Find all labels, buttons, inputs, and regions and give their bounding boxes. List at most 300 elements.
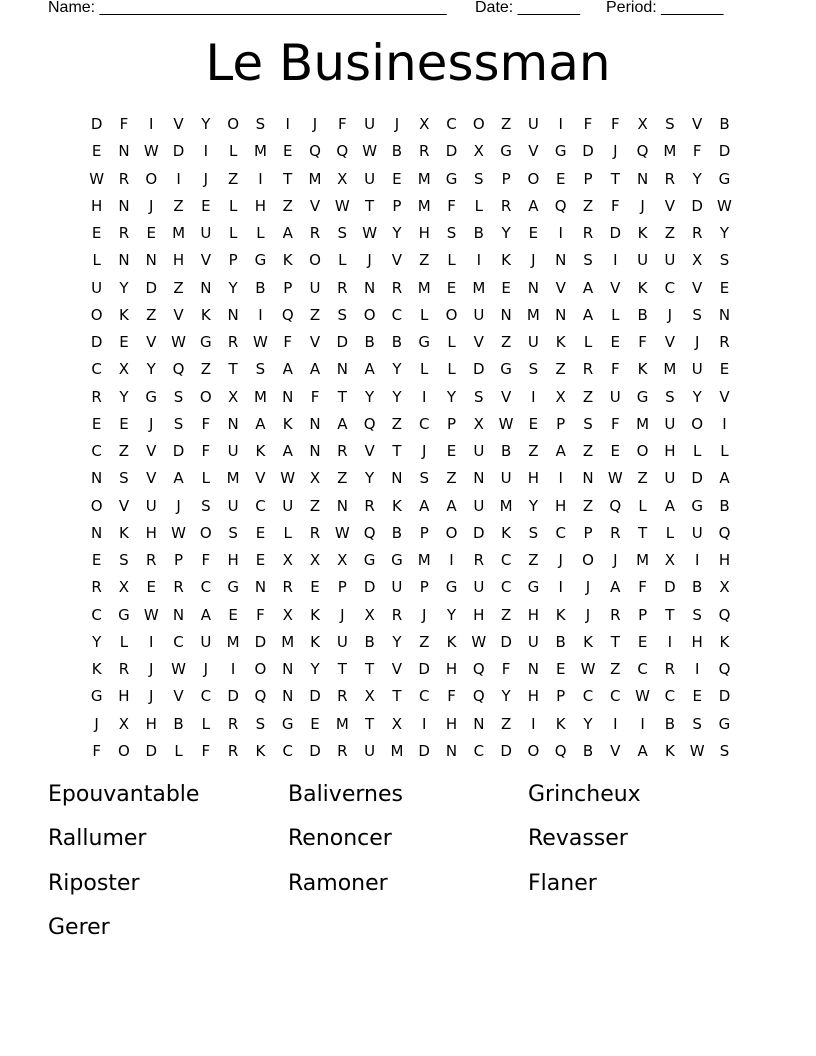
grid-letter: C <box>664 687 676 706</box>
grid-row <box>83 278 738 305</box>
grid-letter: C <box>637 660 648 678</box>
grid-letter: H <box>527 469 540 488</box>
grid-letter: J <box>149 660 154 678</box>
grid-letter: K <box>91 660 102 678</box>
page-title: Le Businessman <box>205 34 611 92</box>
grid-letter: S <box>719 741 730 760</box>
grid-letter: S <box>228 523 238 542</box>
grid-letter: C <box>664 278 676 297</box>
grid-letter: T <box>665 605 675 624</box>
grid-letter: Z <box>419 251 430 270</box>
grid-letter: R <box>173 578 184 597</box>
grid-letter: N <box>445 741 458 760</box>
grid-letter: N <box>718 305 731 324</box>
grid-letter: M <box>663 142 677 161</box>
grid-row <box>83 741 738 768</box>
grid-letter: U <box>282 496 294 515</box>
grid-letter: X <box>637 115 648 133</box>
grid-letter: G <box>391 551 403 569</box>
grid-letter: D <box>363 578 376 597</box>
grid-letter: H <box>172 251 185 270</box>
grid-letter: U <box>309 278 321 297</box>
grid-letter: X <box>118 714 130 733</box>
grid-letter: E <box>228 605 238 624</box>
grid-letter: V <box>610 278 621 297</box>
grid-letter: D <box>500 741 512 760</box>
grid-letter: Z <box>419 632 430 651</box>
grid-letter: X <box>118 360 130 379</box>
grid-letter: U <box>527 333 539 351</box>
grid-letter: B <box>391 142 403 161</box>
grid-letter: V <box>391 251 403 270</box>
grid-letter: F <box>92 741 101 760</box>
grid-letter: W <box>143 605 159 624</box>
grid-letter: N <box>282 387 294 406</box>
grid-letter: M <box>636 551 650 569</box>
grid-letter: S <box>474 387 484 406</box>
grid-letter: W <box>362 224 378 242</box>
grid-letter: N <box>473 469 485 488</box>
grid-letter: D <box>445 142 458 161</box>
grid-letter: U <box>145 496 157 515</box>
grid-letter: L <box>638 496 647 515</box>
grid-letter: K <box>200 305 211 324</box>
grid-letter: N <box>118 142 130 161</box>
grid-letter: V <box>309 333 321 351</box>
grid-letter: V <box>173 115 184 133</box>
grid-letter: D <box>664 578 676 597</box>
grid-letter: W <box>171 333 186 351</box>
grid-row <box>83 550 738 577</box>
grid-letter: X <box>364 605 375 624</box>
grid-letter: P <box>392 196 402 215</box>
grid-letter: J <box>613 551 618 569</box>
grid-letter: Z <box>528 551 539 569</box>
grid-letter: F <box>310 387 320 406</box>
grid-letter: K <box>446 632 457 651</box>
grid-letter: N <box>282 660 294 678</box>
grid-letter: J <box>340 605 345 624</box>
grid-letter: N <box>473 714 485 733</box>
grid-letter: M <box>226 632 240 651</box>
grid-row <box>83 250 738 277</box>
grid-letter: V <box>391 660 403 678</box>
grid-letter: V <box>500 387 512 406</box>
grid-letter: H <box>91 196 103 215</box>
grid-letter: E <box>719 278 730 297</box>
grid-letter: S <box>255 360 266 379</box>
grid-letter: U <box>91 278 103 297</box>
grid-letter: W <box>362 142 378 161</box>
grid-letter: P <box>228 251 238 270</box>
grid-letter: R <box>500 196 512 215</box>
grid-letter: F <box>501 660 511 678</box>
grid-letter: S <box>665 387 675 406</box>
grid-letter: N <box>254 578 267 597</box>
grid-letter: V <box>146 333 157 351</box>
grid-letter: O <box>363 305 376 324</box>
grid-letter: L <box>256 224 265 242</box>
grid-letter: T <box>392 442 402 460</box>
grid-letter: P <box>638 605 648 624</box>
grid-letter: C <box>173 632 184 651</box>
grid-letter: Y <box>719 224 730 242</box>
grid-letter: O <box>118 741 130 760</box>
word-list-item: Epouvantable <box>48 782 200 807</box>
grid-letter: L <box>611 305 620 324</box>
grid-letter: Z <box>337 469 348 488</box>
grid-letter: K <box>637 224 648 242</box>
grid-letter: S <box>692 714 702 733</box>
grid-letter: M <box>636 414 650 433</box>
grid-letter: U <box>227 496 239 515</box>
grid-letter: N <box>527 278 540 297</box>
grid-letter: N <box>309 442 321 460</box>
date-field-label: Date: _______ <box>475 0 580 16</box>
grid-letter: G <box>363 551 376 569</box>
grid-letter: H <box>145 714 157 733</box>
grid-letter: F <box>638 333 647 351</box>
grid-letter: X <box>118 578 130 597</box>
grid-letter: C <box>91 605 102 624</box>
grid-letter: A <box>173 469 184 488</box>
grid-letter: G <box>227 578 239 597</box>
grid-letter: D <box>172 142 185 161</box>
grid-letter: I <box>640 714 645 733</box>
grid-letter: E <box>528 224 539 242</box>
grid-letter: A <box>282 224 293 242</box>
grid-letter: A <box>528 196 539 215</box>
grid-row <box>83 577 738 604</box>
grid-letter: K <box>255 741 266 760</box>
grid-letter: F <box>201 551 211 569</box>
grid-letter: A <box>610 578 621 597</box>
grid-letter: N <box>172 605 185 624</box>
grid-letter: V <box>173 687 184 706</box>
grid-letter: M <box>417 169 431 188</box>
grid-letter: M <box>172 224 186 242</box>
grid-letter: R <box>337 741 348 760</box>
grid-letter: U <box>336 632 348 651</box>
grid-letter: Q <box>554 196 567 215</box>
grid-letter: N <box>555 305 567 324</box>
period-field-label: Period: _______ <box>606 0 724 16</box>
grid-letter: Z <box>664 224 676 242</box>
grid-letter: T <box>365 196 375 215</box>
grid-row <box>83 632 738 659</box>
grid-letter: X <box>391 714 403 733</box>
grid-letter: I <box>694 551 700 569</box>
grid-letter: O <box>145 169 158 188</box>
grid-letter: U <box>664 469 676 488</box>
grid-letter: G <box>90 687 103 706</box>
grid-letter: V <box>610 741 621 760</box>
grid-letter: Y <box>501 687 511 706</box>
grid-letter: X <box>227 387 239 406</box>
grid-letter: G <box>554 142 567 161</box>
grid-letter: F <box>610 360 620 379</box>
grid-letter: I <box>149 632 154 651</box>
grid-letter: K <box>501 523 512 542</box>
grid-letter: H <box>145 523 157 542</box>
grid-letter: O <box>254 660 267 678</box>
grid-letter: R <box>582 224 594 242</box>
grid-letter: K <box>637 360 648 379</box>
grid-letter: L <box>447 333 456 351</box>
grid-letter: X <box>364 687 375 706</box>
grid-letter: E <box>392 169 402 188</box>
grid-letter: H <box>473 605 485 624</box>
word-list-item: Ramoner <box>288 870 388 896</box>
grid-letter: Q <box>336 142 349 161</box>
grid-letter: S <box>119 469 129 488</box>
grid-letter: U <box>691 523 703 542</box>
grid-letter: H <box>718 551 731 569</box>
grid-letter: E <box>255 551 266 569</box>
grid-letter: M <box>281 632 295 651</box>
grid-letter: Q <box>281 305 294 324</box>
grid-letter: Z <box>309 305 321 324</box>
grid-letter: P <box>283 278 293 297</box>
grid-letter: G <box>636 387 649 406</box>
grid-letter: U <box>664 414 676 433</box>
grid-letter: J <box>203 660 209 678</box>
grid-letter: X <box>473 414 484 433</box>
grid-letter: F <box>583 115 593 133</box>
grid-letter: D <box>309 741 321 760</box>
grid-letter: Q <box>472 660 485 678</box>
grid-letter: T <box>283 169 293 188</box>
grid-letter: M <box>253 142 267 161</box>
grid-letter: E <box>610 333 621 351</box>
grid-letter: T <box>365 714 375 733</box>
grid-letter: R <box>337 442 348 460</box>
grid-letter: Y <box>501 224 511 242</box>
grid-letter: S <box>173 414 184 433</box>
grid-letter: X <box>337 169 348 188</box>
grid-letter: G <box>718 169 731 188</box>
grid-letter: U <box>364 741 376 760</box>
grid-letter: B <box>719 115 730 133</box>
grid-letter: W <box>471 632 487 651</box>
grid-letter: D <box>254 632 267 651</box>
grid-letter: P <box>419 578 429 597</box>
grid-letter: A <box>637 741 648 760</box>
grid-letter: K <box>255 442 266 460</box>
grid-letter: A <box>255 414 266 433</box>
grid-letter: N <box>227 305 239 324</box>
grid-letter: C <box>610 687 621 706</box>
grid-letter: F <box>201 442 211 460</box>
grid-letter: G <box>445 578 458 597</box>
grid-letter: H <box>118 687 130 706</box>
grid-letter: O <box>90 496 103 515</box>
grid-letter: H <box>691 632 703 651</box>
grid-letter: O <box>199 387 212 406</box>
grid-letter: J <box>585 578 591 597</box>
grid-letter: R <box>391 278 403 297</box>
word-list-item: Flaner <box>528 870 597 896</box>
grid-letter: U <box>527 632 539 651</box>
grid-letter: G <box>500 142 512 161</box>
grid-row <box>83 196 738 223</box>
grid-letter: Y <box>692 387 702 406</box>
grid-letter: V <box>719 387 730 406</box>
grid-letter: G <box>281 714 294 733</box>
grid-letter: S <box>201 496 211 515</box>
grid-letter: Y <box>365 469 375 488</box>
grid-letter: P <box>501 169 511 188</box>
grid-letter: Q <box>309 142 321 161</box>
grid-row <box>83 605 738 632</box>
grid-letter: D <box>172 442 185 460</box>
grid-letter: Q <box>363 414 376 433</box>
grid-letter: M <box>499 496 513 515</box>
grid-letter: N <box>118 196 130 215</box>
grid-letter: I <box>558 224 563 242</box>
grid-letter: E <box>310 714 320 733</box>
grid-letter: V <box>364 442 375 460</box>
grid-letter: I <box>149 115 154 133</box>
grid-letter: U <box>527 115 539 133</box>
grid-letter: I <box>531 714 536 733</box>
grid-letter: J <box>149 687 154 706</box>
grid-letter: C <box>391 305 403 324</box>
grid-letter: Z <box>582 496 594 515</box>
grid-letter: A <box>664 496 676 515</box>
grid-letter: M <box>526 305 540 324</box>
grid-letter: G <box>254 251 267 270</box>
grid-letter: S <box>528 523 539 542</box>
grid-letter: F <box>256 605 265 624</box>
grid-letter: S <box>692 605 702 624</box>
grid-letter: X <box>419 115 430 133</box>
word-list-item: Balivernes <box>288 782 403 807</box>
grid-letter: C <box>500 551 512 569</box>
grid-letter: R <box>309 224 321 242</box>
grid-letter: U <box>609 387 621 406</box>
grid-letter: V <box>146 469 157 488</box>
grid-letter: A <box>282 360 293 379</box>
letter-grid <box>83 114 738 768</box>
grid-letter: G <box>445 169 458 188</box>
grid-letter: U <box>473 305 485 324</box>
grid-letter: K <box>555 714 566 733</box>
grid-letter: C <box>91 442 102 460</box>
grid-letter: K <box>310 605 320 624</box>
word-list-item: Revasser <box>528 826 628 852</box>
grid-letter: A <box>582 278 594 297</box>
grid-letter: L <box>338 251 347 270</box>
grid-letter: F <box>692 142 702 161</box>
grid-letter: K <box>583 632 593 651</box>
grid-letter: Z <box>282 196 293 215</box>
grid-letter: B <box>719 496 730 515</box>
grid-letter: A <box>446 496 457 515</box>
grid-letter: S <box>719 251 730 270</box>
grid-letter: K <box>391 496 402 515</box>
grid-letter: C <box>418 687 430 706</box>
grid-letter: Z <box>528 442 539 460</box>
grid-letter: W <box>89 169 105 188</box>
grid-letter: K <box>282 251 293 270</box>
grid-letter: Q <box>718 523 731 542</box>
grid-letter: P <box>174 551 184 569</box>
grid-letter: B <box>173 714 184 733</box>
grid-letter: R <box>719 333 730 351</box>
grid-letter: M <box>390 741 404 760</box>
grid-letter: Y <box>228 278 238 297</box>
grid-letter: R <box>664 660 676 678</box>
grid-letter: P <box>556 687 566 706</box>
grid-letter: T <box>365 660 375 678</box>
grid-letter: B <box>582 741 594 760</box>
grid-letter: Q <box>636 142 649 161</box>
grid-letter: R <box>691 224 703 242</box>
grid-letter: I <box>694 660 700 678</box>
grid-letter: R <box>146 551 157 569</box>
grid-letter: I <box>230 660 236 678</box>
worksheet-header <box>48 0 748 20</box>
grid-letter: S <box>446 224 457 242</box>
grid-letter: D <box>718 142 731 161</box>
grid-letter: Q <box>718 660 731 678</box>
grid-letter: X <box>309 551 321 569</box>
grid-letter: N <box>227 414 239 433</box>
grid-letter: Y <box>446 387 457 406</box>
grid-letter: D <box>691 469 703 488</box>
grid-letter: V <box>309 196 321 215</box>
grid-letter: Z <box>391 414 403 433</box>
grid-letter: R <box>337 278 348 297</box>
grid-letter: L <box>693 442 702 460</box>
grid-letter: E <box>119 333 129 351</box>
grid-letter: Z <box>200 360 211 379</box>
grid-letter: X <box>309 469 321 488</box>
grid-letter: I <box>449 551 454 569</box>
grid-letter: I <box>613 251 618 270</box>
grid-letter: J <box>421 605 427 624</box>
grid-letter: E <box>91 551 102 569</box>
grid-letter: Z <box>582 387 594 406</box>
grid-letter: H <box>254 196 267 215</box>
grid-letter: E <box>282 142 293 161</box>
grid-letter: N <box>200 278 212 297</box>
grid-letter: Z <box>500 714 512 733</box>
grid-letter: G <box>691 496 703 515</box>
grid-letter: M <box>335 714 349 733</box>
grid-letter: Y <box>201 115 211 133</box>
grid-letter: F <box>447 687 456 706</box>
grid-letter: O <box>527 741 540 760</box>
grid-letter: G <box>718 714 731 733</box>
grid-row <box>83 141 738 168</box>
grid-letter: Y <box>119 278 129 297</box>
grid-letter: Z <box>582 196 594 215</box>
word-list-item: Renoncer <box>288 826 392 852</box>
grid-letter: B <box>664 714 676 733</box>
grid-letter: B <box>555 632 566 651</box>
word-list-item: Gerer <box>48 914 110 940</box>
grid-letter: U <box>500 469 512 488</box>
grid-letter: Z <box>173 196 184 215</box>
grid-letter: D <box>309 687 321 706</box>
grid-letter: F <box>201 414 211 433</box>
grid-letter: R <box>418 142 430 161</box>
grid-letter: I <box>531 387 536 406</box>
grid-letter: I <box>258 305 263 324</box>
grid-letter: A <box>309 360 321 379</box>
